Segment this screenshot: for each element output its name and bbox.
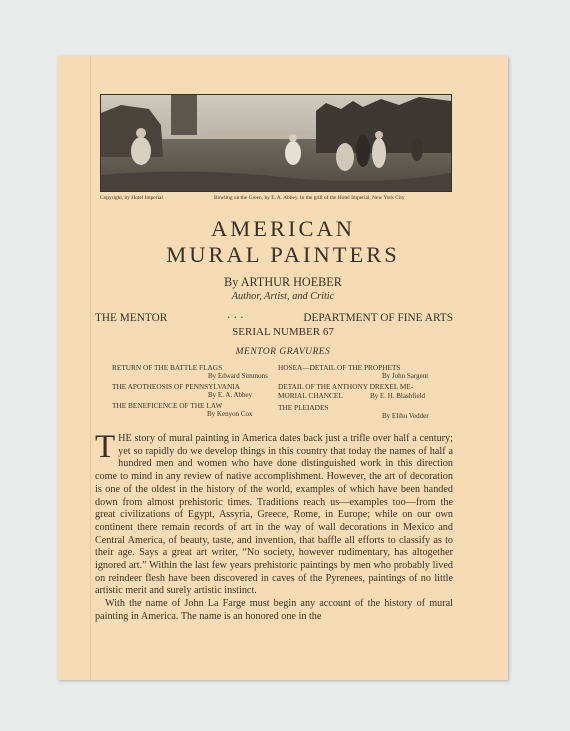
gravure-artist: By John Sargent — [382, 372, 429, 380]
gravure-artist: By Elihu Vedder — [382, 412, 429, 420]
paragraph-1 — [95, 429, 453, 598]
article-body — [95, 429, 453, 624]
serial-number: SERIAL NUMBER 67 — [232, 326, 334, 338]
author-description: Author, Artist, and Critic — [231, 291, 335, 302]
photo-copyright-caption: Copyright, by Hotel Imperial — [100, 195, 163, 201]
gravure-artist: By Kenyon Cox — [207, 410, 253, 418]
gravures-heading: MENTOR GRAVURES — [235, 347, 331, 357]
mural-painting-image — [101, 95, 451, 191]
gravure-title: THE APOTHEOSIS OF PENNSYLVANIA — [112, 382, 240, 391]
photo-caption: Bowling on the Green, by E. A. Abbey. In the grill of the Hotel Imperial, New York City — [214, 195, 405, 201]
mural-photograph — [100, 94, 452, 192]
article-title-line2: MURAL PAINTERS — [166, 242, 400, 267]
article-title-line1: AMERICAN — [210, 216, 355, 241]
gravure-title: DETAIL OF THE ANTHONY DREXEL ME- — [278, 382, 414, 391]
department-name: DEPARTMENT OF FINE ARTS — [303, 312, 453, 324]
gravure-title: RETURN OF THE BATTLE FLAGS — [112, 363, 223, 372]
gravure-title: HOSEA—DETAIL OF THE PROPHETS — [278, 363, 401, 372]
publication-name: THE MENTOR — [95, 312, 168, 324]
page-fold-line — [90, 56, 91, 680]
separator-dots: · · · — [226, 312, 244, 324]
gravure-artist: By E. H. Blashfield — [370, 392, 426, 400]
drop-cap: T — [95, 429, 116, 465]
gravure-artist: By E. A. Abbey — [208, 391, 253, 399]
magazine-page — [58, 56, 508, 680]
author-byline: By ARTHUR HOEBER — [224, 275, 342, 289]
gravure-title-continued: MORIAL CHANCEL — [278, 391, 343, 400]
gravure-artist: By Edward Simmons — [208, 372, 268, 380]
paragraph-1-text: HE story of mural painting in America dates back just a trifle over half a century; yet so rapidly do we develop things in this country that today the names of half a hundred men and women who have done distinguished work in this direction come to mind in any review of native accomplishment. However, the art of decoration is one of the oldest in the history of the world, examples of which have been handed down from almost prehistoric times. Traditions reach us—examples too—from the great civilizations of Egypt, Assyria, Greece, Rome, in Europe; while on our own continent there remain records of art in the way of wall decorations in Mexico and Central America, of beauty, taste, and invention, that baffle all efforts to classify as to their age. Says a great art writer, “No society, however rudimentary, has altogether ignored art.” Within the last few years prehistoric paintings by men who probably lived on reindeer flesh have been discovered in caves of the Pyrenees, paintings of no little artistic merit and surely artistic instinct. — [95, 433, 453, 597]
gravure-title: THE PLEIADES — [278, 403, 329, 412]
paragraph-2: With the name of John La Farge must begin any account of the history of mural painting in America. The name is an honored one in the — [95, 598, 453, 622]
series-line — [95, 312, 453, 324]
gravure-title: THE BENEFICENCE OF THE LAW — [112, 401, 223, 410]
